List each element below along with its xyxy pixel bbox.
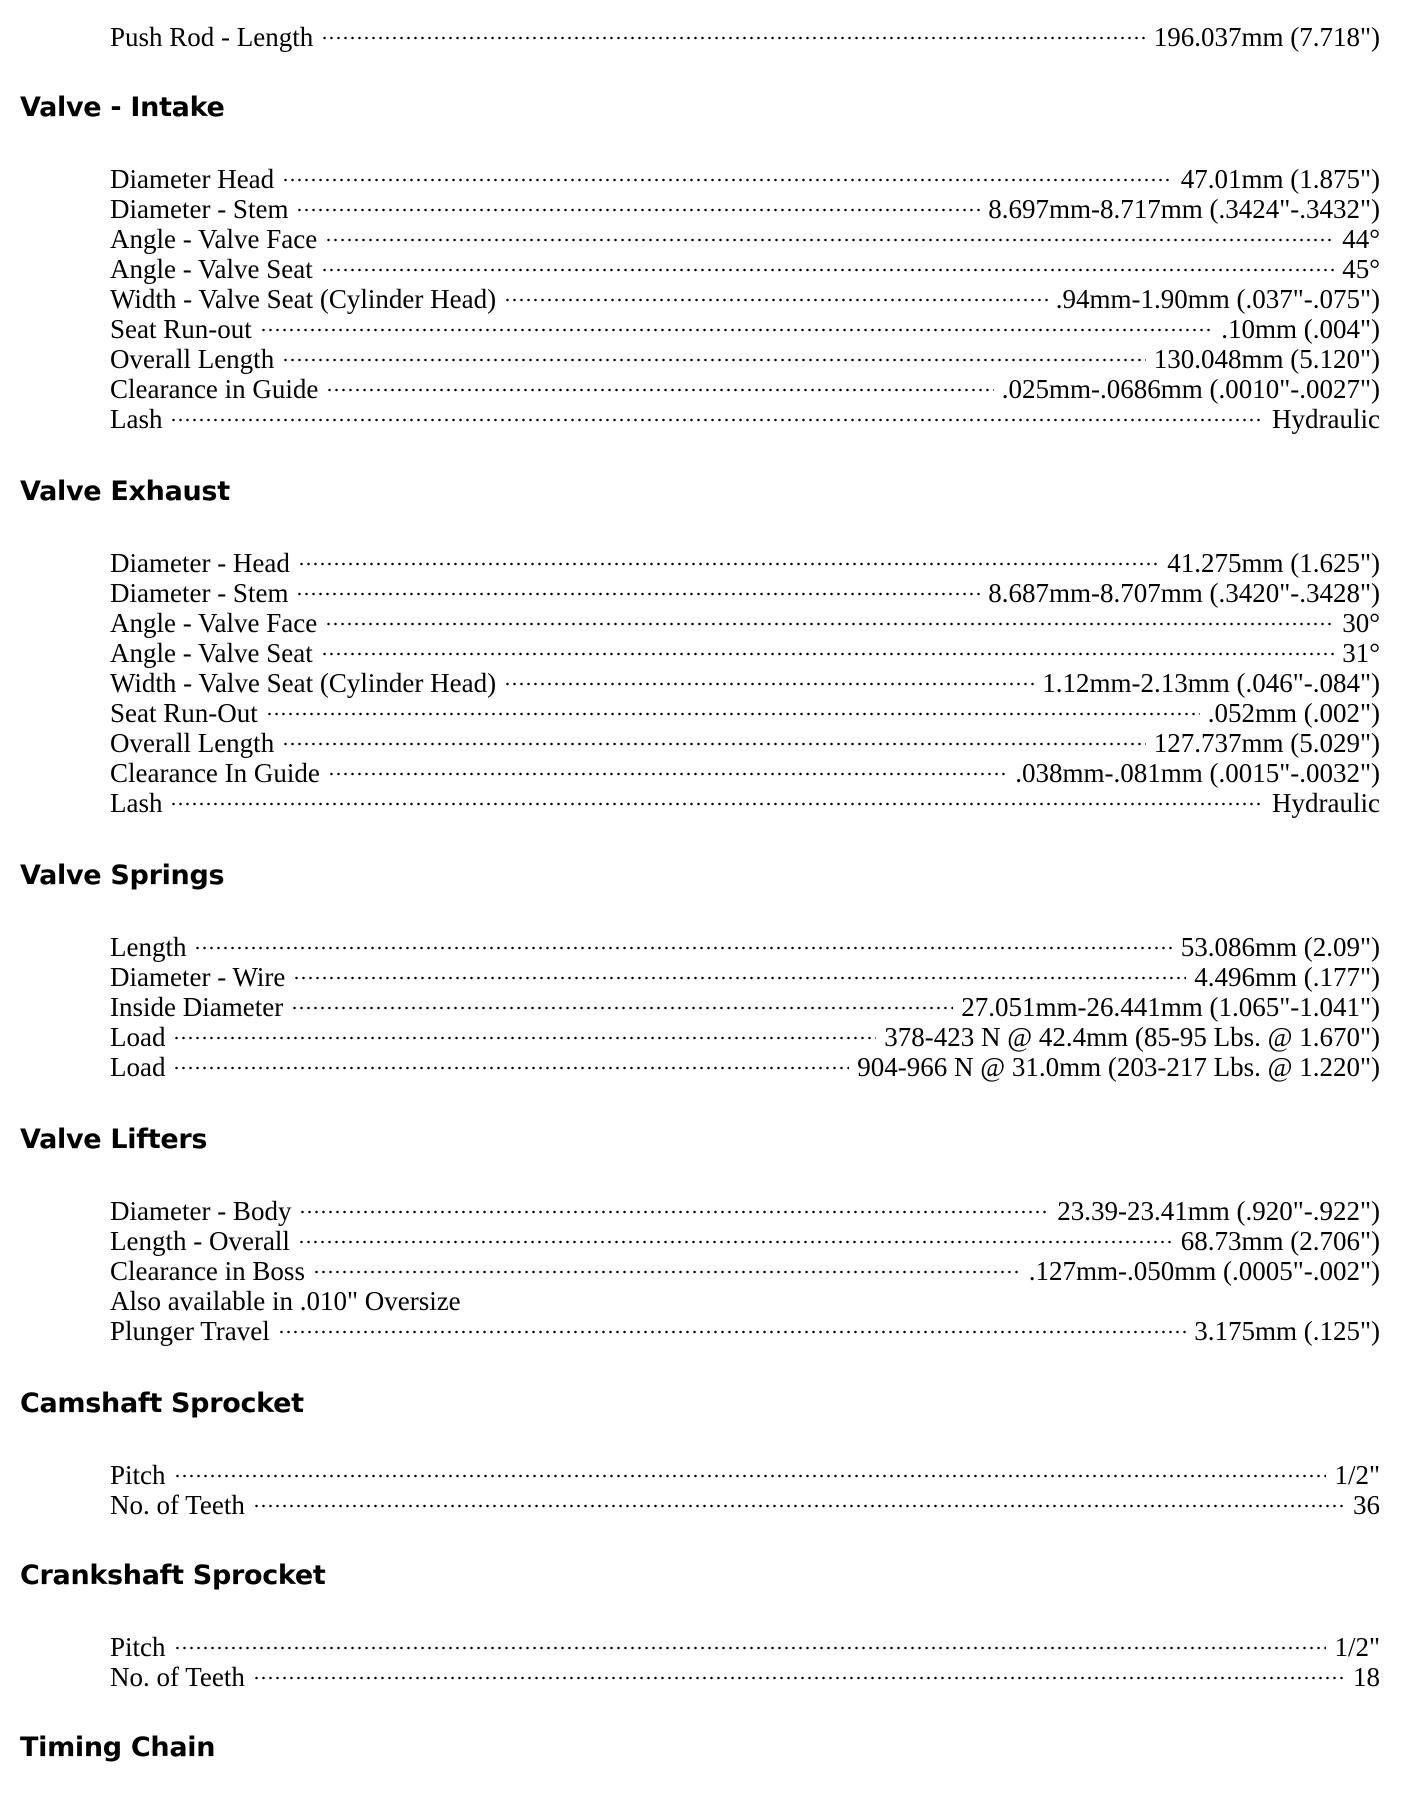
spec-label: Angle - Valve Seat bbox=[110, 638, 313, 668]
spec-label: Clearance in Boss bbox=[110, 1256, 305, 1286]
valve-springs-rows bbox=[110, 932, 1380, 1082]
spec-row bbox=[110, 1196, 1380, 1226]
spec-value: 53.086mm (2.09") bbox=[1180, 932, 1380, 962]
spec-value: 8.697mm-8.717mm (.3424"-.3432") bbox=[988, 194, 1380, 224]
dot-leader bbox=[266, 712, 1200, 716]
section-title: Valve Lifters bbox=[20, 1124, 208, 1155]
spec-label: Inside Diameter bbox=[110, 992, 284, 1022]
section-title: Valve Springs bbox=[20, 860, 225, 891]
spec-value: 23.39-23.41mm (.920"-.922") bbox=[1057, 1196, 1380, 1226]
dot-leader bbox=[321, 652, 1334, 656]
spec-value: 3.175mm (.125") bbox=[1194, 1316, 1380, 1346]
spec-label: Angle - Valve Face bbox=[110, 224, 318, 254]
spec-value: Hydraulic bbox=[1272, 404, 1380, 434]
spec-value: 130.048mm (5.120") bbox=[1153, 344, 1380, 374]
dot-leader bbox=[170, 418, 1264, 422]
spec-value: .025mm-.0686mm (.0010"-.0027") bbox=[1001, 374, 1380, 404]
spec-value: 47.01mm (1.875") bbox=[1180, 164, 1380, 194]
spec-value: .10mm (.004") bbox=[1221, 314, 1380, 344]
spec-label: Seat Run-out bbox=[110, 314, 252, 344]
spec-label: Overall Length bbox=[110, 344, 275, 374]
spec-value: 127.737mm (5.029") bbox=[1153, 728, 1380, 758]
dot-leader bbox=[194, 946, 1172, 950]
spec-value: 1.12mm-2.13mm (.046"-.084") bbox=[1042, 668, 1380, 698]
spec-row bbox=[110, 224, 1380, 254]
section-title: Crankshaft Sprocket bbox=[20, 1560, 326, 1591]
spec-value: 196.037mm (7.718") bbox=[1153, 22, 1380, 52]
spec-row bbox=[110, 992, 1380, 1022]
dot-leader bbox=[321, 36, 1145, 40]
spec-label: Load bbox=[110, 1022, 166, 1052]
spec-row bbox=[110, 608, 1380, 638]
valve-exhaust-rows bbox=[110, 548, 1380, 818]
dot-leader bbox=[326, 388, 993, 392]
oversize-note: Also available in .010" Oversize bbox=[110, 1286, 461, 1316]
dot-leader bbox=[170, 802, 1264, 806]
spec-row bbox=[110, 1256, 1380, 1286]
spec-row bbox=[110, 22, 1380, 52]
dot-leader bbox=[278, 1330, 1186, 1334]
spec-row bbox=[110, 314, 1380, 344]
spec-label: Diameter - Stem bbox=[110, 194, 289, 224]
spec-row bbox=[110, 638, 1380, 668]
spec-value: 4.496mm (.177") bbox=[1194, 962, 1380, 992]
spec-row bbox=[110, 1632, 1380, 1662]
dot-leader bbox=[313, 1270, 1021, 1274]
camshaft-sprocket-rows bbox=[110, 1460, 1380, 1520]
spec-row bbox=[110, 962, 1380, 992]
spec-value: 41.275mm (1.625") bbox=[1167, 548, 1380, 578]
spec-row bbox=[110, 788, 1380, 818]
dot-leader bbox=[298, 562, 1159, 566]
spec-value: 8.687mm-8.707mm (.3420"-.3428") bbox=[988, 578, 1380, 608]
spec-row bbox=[110, 1662, 1380, 1692]
spec-row bbox=[110, 932, 1380, 962]
spec-label: Overall Length bbox=[110, 728, 275, 758]
spec-value: 27.051mm-26.441mm (1.065"-1.041") bbox=[961, 992, 1380, 1022]
spec-row bbox=[110, 284, 1380, 314]
spec-label: Pitch bbox=[110, 1632, 166, 1662]
section-title: Valve Exhaust bbox=[20, 476, 230, 507]
spec-value: 30° bbox=[1342, 608, 1380, 638]
dot-leader bbox=[504, 298, 1048, 302]
spec-label: No. of Teeth bbox=[110, 1662, 245, 1692]
spec-value: 45° bbox=[1342, 254, 1380, 284]
crankshaft-sprocket-rows bbox=[110, 1632, 1380, 1692]
dot-leader bbox=[299, 1210, 1049, 1214]
valve-lifters-rows bbox=[110, 1196, 1380, 1346]
dot-leader bbox=[174, 1646, 1327, 1650]
valve-lifters-after-rows bbox=[110, 1316, 1380, 1346]
spec-label: Width - Valve Seat (Cylinder Head) bbox=[110, 284, 497, 314]
spec-label: Width - Valve Seat (Cylinder Head) bbox=[110, 668, 497, 698]
spec-label: Plunger Travel bbox=[110, 1316, 270, 1346]
spec-value: 18 bbox=[1353, 1662, 1380, 1692]
spec-row bbox=[110, 668, 1380, 698]
spec-label: Diameter - Body bbox=[110, 1196, 292, 1226]
spec-row bbox=[110, 1460, 1380, 1490]
spec-row bbox=[110, 1226, 1380, 1256]
spec-label: Length - Overall bbox=[110, 1226, 290, 1256]
spec-label: Diameter - Stem bbox=[110, 578, 289, 608]
spec-value: .127mm-.050mm (.0005"-.002") bbox=[1028, 1256, 1380, 1286]
spec-row bbox=[110, 758, 1380, 788]
spec-label: Clearance In Guide bbox=[110, 758, 320, 788]
spec-value: 36 bbox=[1353, 1490, 1380, 1520]
spec-row bbox=[110, 1022, 1380, 1052]
spec-value: .94mm-1.90mm (.037"-.075") bbox=[1055, 284, 1380, 314]
spec-value: .052mm (.002") bbox=[1207, 698, 1380, 728]
spec-row bbox=[110, 1052, 1380, 1082]
spec-label: Load bbox=[110, 1052, 166, 1082]
spec-label: Angle - Valve Seat bbox=[110, 254, 313, 284]
spec-value: .038mm-.081mm (.0015"-.0032") bbox=[1015, 758, 1380, 788]
spec-row bbox=[110, 578, 1380, 608]
spec-value: 68.73mm (2.706") bbox=[1180, 1226, 1380, 1256]
spec-value: 1/2" bbox=[1334, 1632, 1380, 1662]
dot-leader bbox=[325, 622, 1334, 626]
spec-label: Lash bbox=[110, 788, 163, 818]
dot-leader bbox=[504, 682, 1034, 686]
spec-value: 904-966 N @ 31.0mm (203-217 Lbs. @ 1.220") bbox=[857, 1052, 1380, 1082]
spec-label: Clearance in Guide bbox=[110, 374, 319, 404]
dot-leader bbox=[296, 592, 980, 596]
spec-label: Diameter Head bbox=[110, 164, 275, 194]
spec-row bbox=[110, 698, 1380, 728]
dot-leader bbox=[321, 268, 1334, 272]
spec-row bbox=[110, 194, 1380, 224]
spec-label: Push Rod - Length bbox=[110, 22, 314, 52]
spec-value: Hydraulic bbox=[1272, 788, 1380, 818]
spec-label: Angle - Valve Face bbox=[110, 608, 318, 638]
spec-label: Diameter - Head bbox=[110, 548, 290, 578]
section-title: Valve - Intake bbox=[20, 92, 225, 123]
spec-label: No. of Teeth bbox=[110, 1490, 245, 1520]
section-title: Timing Chain bbox=[20, 1732, 216, 1763]
dot-leader bbox=[325, 238, 1334, 242]
dot-leader bbox=[173, 1066, 849, 1070]
spec-label: Seat Run-Out bbox=[110, 698, 258, 728]
spec-value: 31° bbox=[1342, 638, 1380, 668]
dot-leader bbox=[282, 178, 1173, 182]
dot-leader bbox=[328, 772, 1007, 776]
spec-row bbox=[110, 728, 1380, 758]
section-title: Camshaft Sprocket bbox=[20, 1388, 304, 1419]
spec-label: Length bbox=[110, 932, 187, 962]
spec-row bbox=[110, 1490, 1380, 1520]
spec-label: Pitch bbox=[110, 1460, 166, 1490]
spec-row bbox=[110, 374, 1380, 404]
dot-leader bbox=[291, 1006, 953, 1010]
spec-value: 378-423 N @ 42.4mm (85-95 Lbs. @ 1.670") bbox=[884, 1022, 1380, 1052]
dot-leader bbox=[173, 1036, 876, 1040]
dot-leader bbox=[298, 1240, 1173, 1244]
valve-intake-rows bbox=[110, 164, 1380, 434]
spec-row bbox=[110, 404, 1380, 434]
dot-leader bbox=[296, 208, 980, 212]
dot-leader bbox=[253, 1676, 1345, 1680]
dot-leader bbox=[253, 1504, 1345, 1508]
push-rod-rows bbox=[110, 22, 1380, 52]
dot-leader bbox=[260, 328, 1213, 332]
spec-label: Diameter - Wire bbox=[110, 962, 286, 992]
spec-row bbox=[110, 1316, 1380, 1346]
dot-leader bbox=[174, 1474, 1327, 1478]
spec-value: 1/2" bbox=[1334, 1460, 1380, 1490]
dot-leader bbox=[293, 976, 1186, 980]
dot-leader bbox=[282, 358, 1146, 362]
spec-label: Lash bbox=[110, 404, 163, 434]
spec-row bbox=[110, 548, 1380, 578]
valve-lifters-main-rows bbox=[110, 1196, 1380, 1286]
spec-row bbox=[110, 164, 1380, 194]
spec-row bbox=[110, 344, 1380, 374]
spec-row bbox=[110, 254, 1380, 284]
dot-leader bbox=[282, 742, 1146, 746]
spec-value: 44° bbox=[1342, 224, 1380, 254]
